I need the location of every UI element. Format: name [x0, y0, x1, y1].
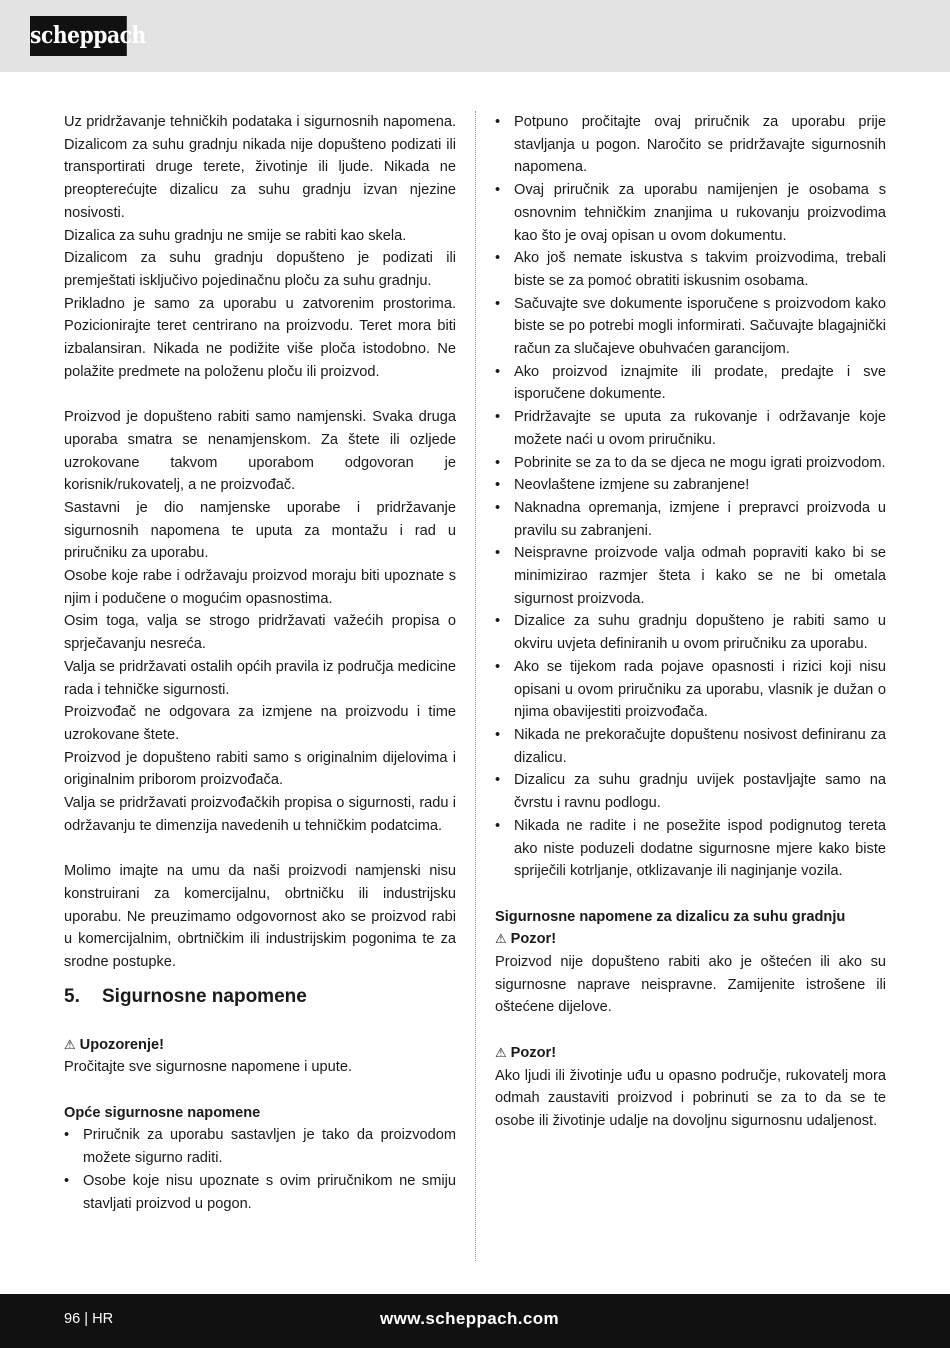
- section-number: 5.: [64, 985, 80, 1007]
- section-heading: [64, 984, 456, 1010]
- list-item: • Ovaj priručnik za uporabu namijenjen je osobama s osnovnim tehničkim znanjima u rukovanju proizvodima kao što je ovaj opisan u ovom dokumentu.: [495, 179, 886, 247]
- list-item: • Priručnik za uporabu sastavljen je tako da proizvodom možete sigurno raditi.: [64, 1124, 456, 1169]
- commercial-use-paragraph: Molimo imajte na umu da naši proizvodi namjenski nisu konstruirani za komercijalnu, obrtničku ili industrijsku uporabu. Ne preuzimamo odgovornost ako se proizvod rabi u komercijalnim, obrtničkim ili industrijskim pogonima te za srodne postupke.: [64, 863, 456, 970]
- list-item: • Ako se tijekom rada pojave opasnosti i rizici koji nisu opisani u ovom priručniku za uporabu, vlasnik je dužan o njima obavijestiti proizvođača.: [495, 656, 886, 724]
- caution-text: Proizvod nije dopušteno rabiti ako je oštećen ili ako su sigurnosne naprave neispravne. Zamijenite istrošene ili oštećene dijelove.: [495, 954, 886, 1016]
- list-item: • Neispravne proizvode valja odmah popraviti kako bi se minimizirao razmjer šteta i kako se ne bi ometala sigurnost proizvoda.: [495, 542, 886, 610]
- intro-paragraph: Uz pridržavanje tehničkih podataka i sigurnosnih napomena. Dizalicom za suhu gradnju nikada nije dopušteno podizati ili transportirati druge terete, životinje ili ljude. Nikada ne preopterećujte dizalicu za suhu gradnju izvan njezine nosivosti.: [64, 114, 456, 221]
- list-item: • Pridržavajte se uputa za rukovanje i održavanje koje možete naći u ovom priručniku.: [495, 406, 886, 451]
- safety-list: [495, 111, 886, 883]
- list-item: • Pobrinite se za to da se djeca ne mogu igrati proizvodom.: [495, 452, 886, 475]
- intro-paragraph: Dizalica za suhu gradnju ne smije se rabiti kao skela.: [64, 227, 407, 244]
- caution-heading: ⚠ Pozor!: [495, 1044, 557, 1061]
- use-paragraph: Proizvod je dopušteno rabiti samo s originalnim dijelovima i originalnim priborom proizvođača.: [64, 749, 456, 789]
- general-safety-heading: Opće sigurnosne napomene: [64, 1104, 261, 1121]
- list-item: • Nikada ne radite i ne posežite ispod podignutog tereta ako niste poduzeli dodatne sigurnosne mjere kako biste spriječili kotrljanje, otklizavanje ili naginjanje vozila.: [495, 815, 886, 883]
- warning-text: Pročitajte sve sigurnosne napomene i upute.: [64, 1059, 352, 1076]
- page-header: [0, 0, 950, 72]
- general-safety-list: [64, 1124, 456, 1215]
- website-link[interactable]: www.scheppach.com: [380, 1309, 560, 1328]
- use-paragraph: Valja se pridržavati proizvođačkih propisa o sigurnosti, radu i održavanju te dimenzija navedenih u tehničkim podatcima.: [64, 795, 456, 834]
- list-item: • Ako još nemate iskustva s takvim proizvodima, trebali biste se za pomoć obratiti iskusnim osobama.: [495, 247, 886, 292]
- warning-triangle-icon: ⚠: [64, 1036, 76, 1052]
- list-item: • Naknadna opremanja, izmjene i prepravci proizvoda u pravilu su zabranjeni.: [495, 497, 886, 542]
- list-item: • Dizalicu za suhu gradnju uvijek postavljajte samo na čvrstu i ravnu podlogu.: [495, 769, 886, 814]
- caution-heading: ⚠ Pozor!: [495, 931, 557, 948]
- use-paragraph: Sastavni je dio namjenske uporabe i pridržavanje sigurnosnih napomena te uputa za montažu i rad u priručniku za uporabu.: [64, 499, 456, 562]
- list-item: • Nikada ne prekoračujte dopuštenu nosivost definiranu za dizalicu.: [495, 724, 886, 769]
- list-item: • Dizalice za suhu gradnju dopušteno je rabiti samo u okviru uvjeta definiranih u ovom priručniku za uporabu.: [495, 610, 886, 655]
- warning-triangle-icon: ⚠: [495, 1044, 507, 1060]
- list-item: • Neovlaštene izmjene su zabranjene!: [495, 474, 886, 497]
- page-number: 96 | HR: [64, 1311, 114, 1327]
- intro-paragraph: Dizalicom za suhu gradnju dopušteno je podizati ili premještati isključivo pojedinačnu ploču za suhu gradnju.: [64, 250, 456, 289]
- intro-paragraph: Prikladno je samo za uporabu u zatvorenim prostorima. Pozicionirajte teret centrirano na proizvodu. Teret mora biti izbalansiran. Nikada ne podižite više ploča istodobno. Ne polažite predmete na položenu ploču ili proizvod.: [64, 295, 456, 380]
- brand-logo: scheppach: [30, 16, 127, 56]
- warning-triangle-icon: ⚠: [495, 931, 507, 947]
- list-item: • Osobe koje nisu upoznate s ovim priručnikom ne smiju stavljati proizvod u pogon.: [64, 1170, 456, 1215]
- use-paragraph: Proizvod je dopušteno rabiti samo namjenski. Svaka druga uporaba smatra se nenamjenskom. Za štete ili ozljede uzrokovane takvom uporabom odgovoran je korisnik/rukovatelj, a ne proizvođač.: [64, 409, 456, 494]
- use-paragraph: Proizvođač ne odgovara za izmjene na proizvodu i time uzrokovane štete.: [64, 704, 456, 743]
- crane-safety-heading: Sigurnosne napomene za dizalicu za suhu gradnju: [495, 908, 846, 925]
- list-item: • Potpuno pročitajte ovaj priručnik za uporabu prije stavljanja u pogon. Naročito se pridržavajte sigurnosnih napomena.: [495, 111, 886, 179]
- page-footer: [0, 1294, 950, 1348]
- use-paragraph: Valja se pridržavati ostalih općih pravila iz područja medicine rada i tehničke sigurnosti.: [64, 658, 456, 698]
- warning-heading: ⚠ Upozorenje!: [64, 1036, 164, 1053]
- right-column: [495, 111, 886, 1133]
- list-item: • Ako proizvod iznajmite ili prodate, predajte i sve isporučene dokumente.: [495, 361, 886, 406]
- use-paragraph: Osim toga, valja se strogo pridržavati važećih propisa o sprječavanju nesreća.: [64, 613, 456, 653]
- section-title: Sigurnosne napomene: [102, 985, 307, 1007]
- use-paragraph: Osobe koje rabe i održavaju proizvod moraju biti upoznate s njim i podučene o mogućim opasnostima.: [64, 568, 456, 607]
- list-item: • Sačuvajte sve dokumente isporučene s proizvodom kako biste se po potrebi mogli informirati. Sačuvajte blagajnički račun za slučajeve obuhvaćen garancijom.: [495, 293, 886, 361]
- column-divider: [475, 111, 476, 1261]
- left-column: [64, 111, 456, 1215]
- caution-text: Ako ljudi ili životinje uđu u opasno područje, rukovatelj mora odmah zaustaviti proizvod i pobrinuti se za to da se te osobe ili životinje udalje na dovoljnu sigurnosnu udaljenost.: [495, 1067, 886, 1129]
